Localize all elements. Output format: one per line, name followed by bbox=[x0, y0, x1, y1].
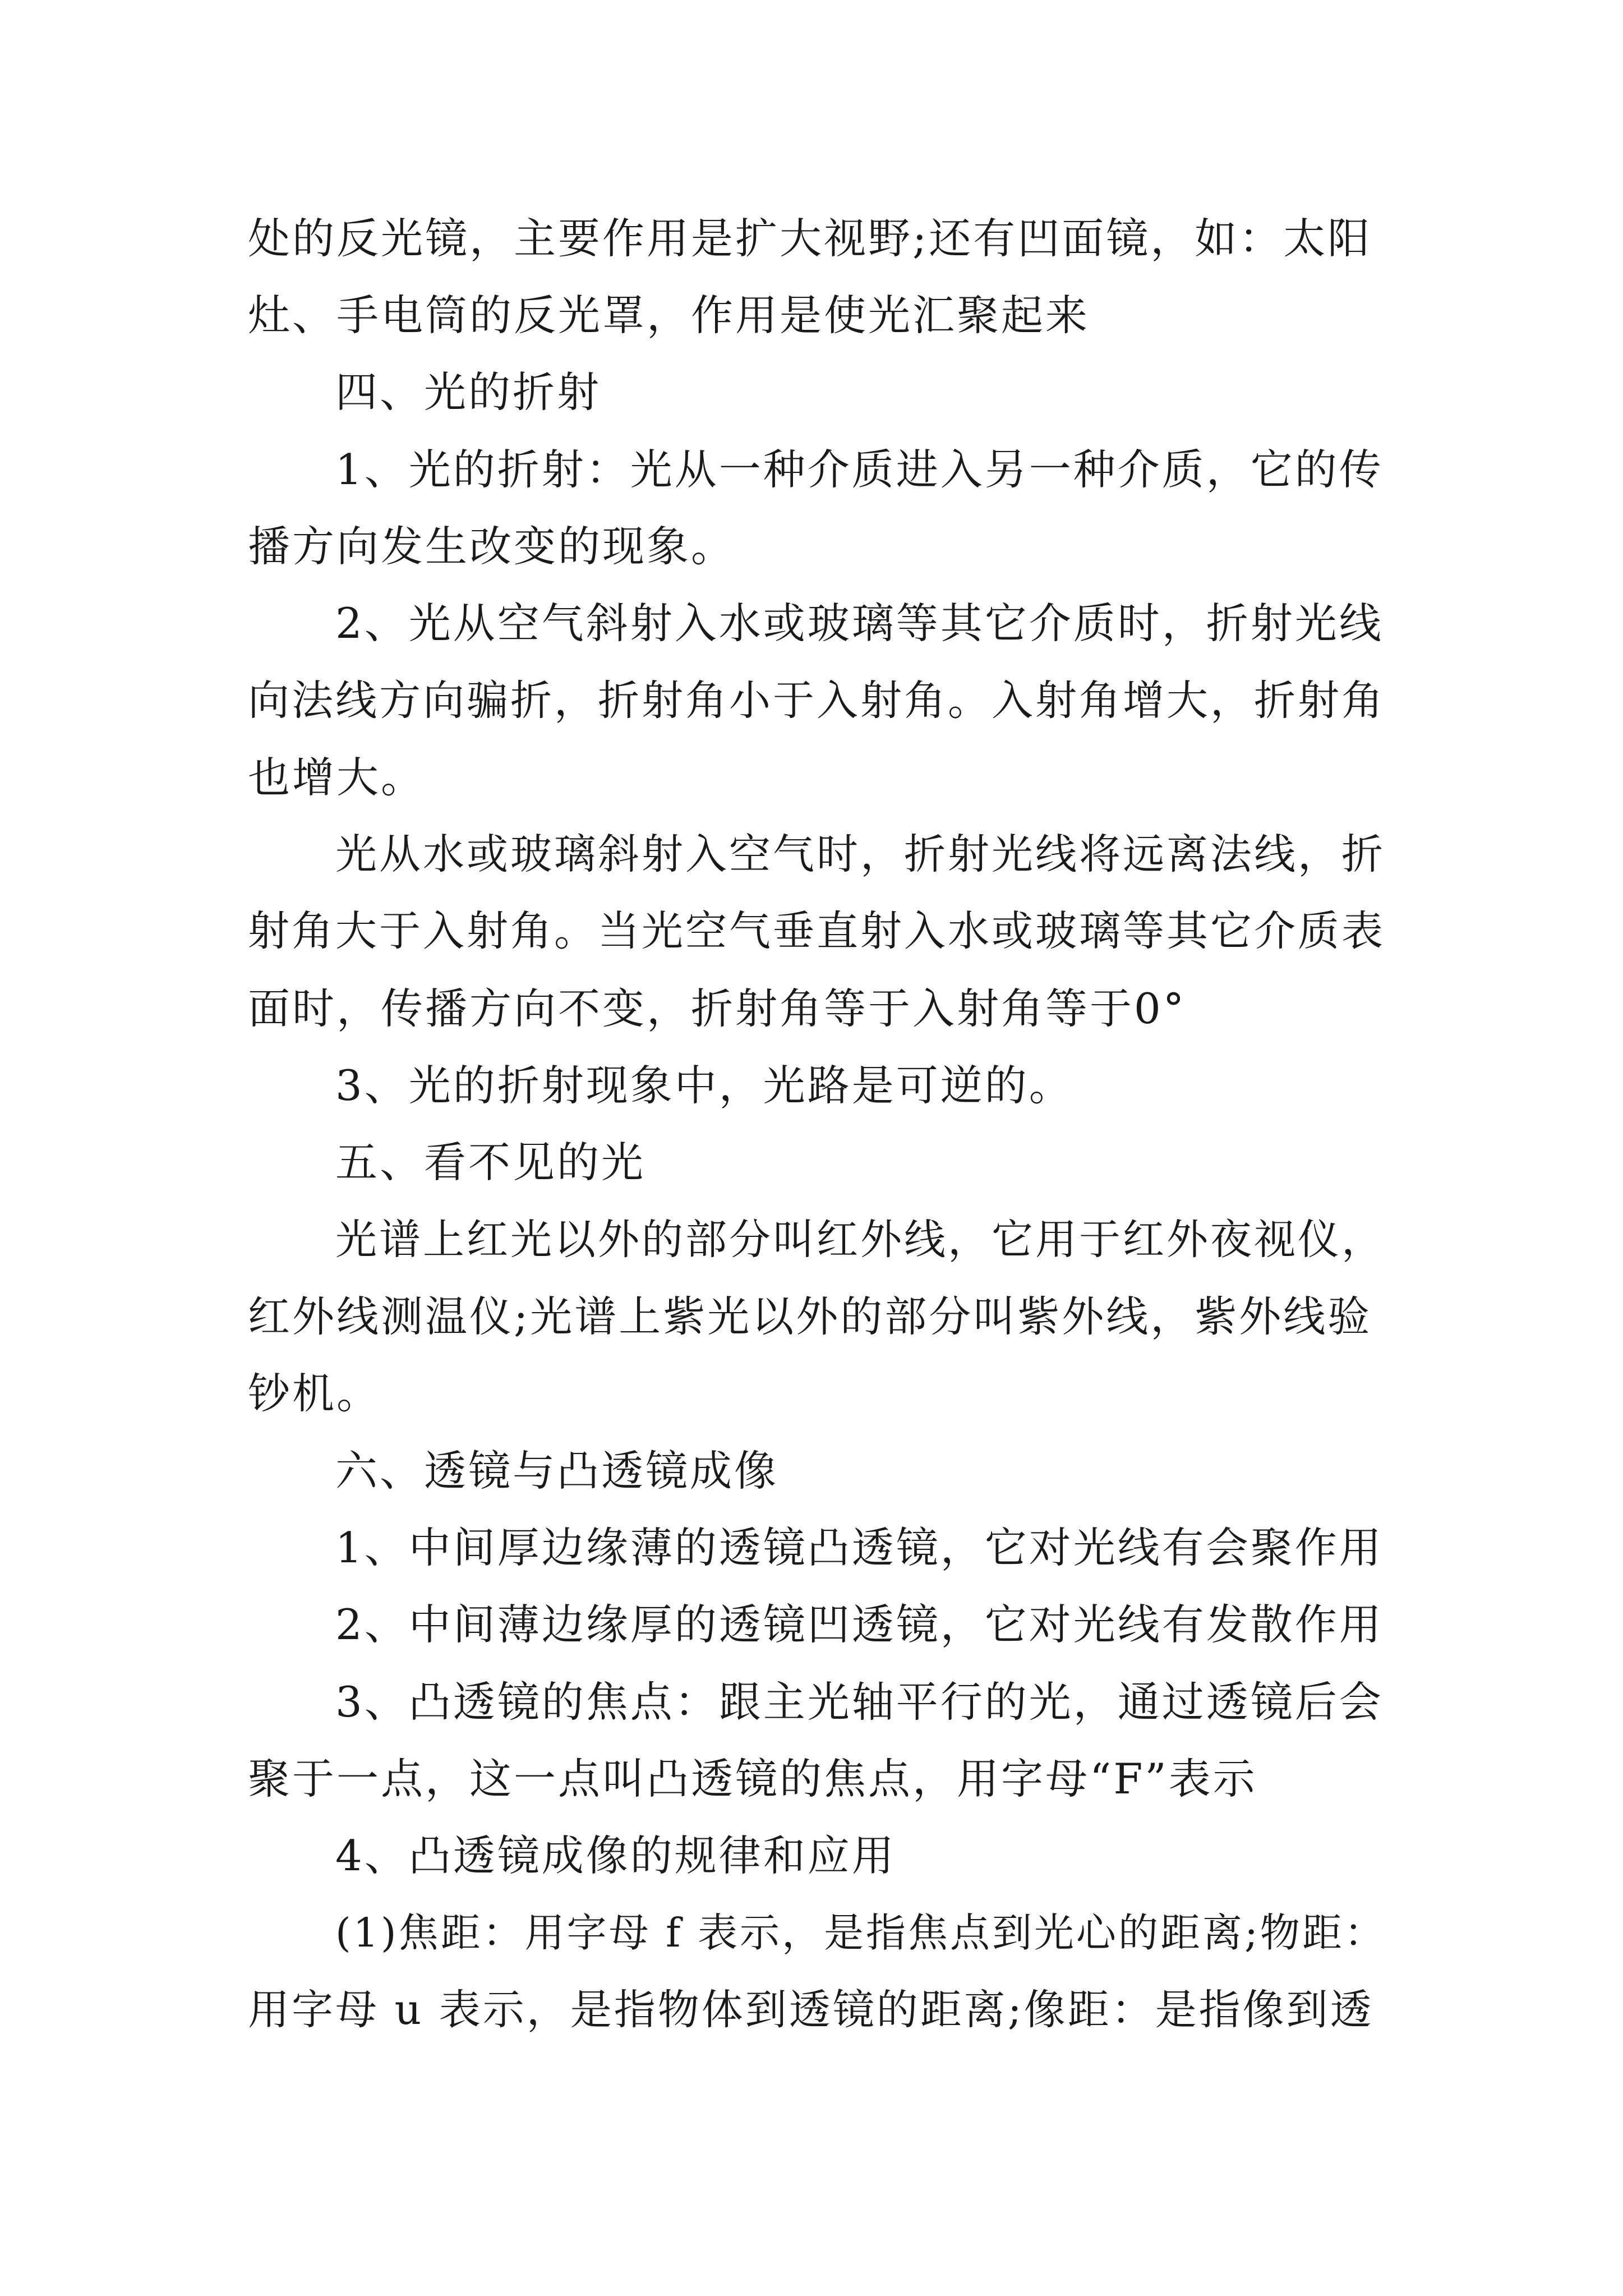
text-line: 1、中间厚边缘薄的透镜凸透镜，它对光线有会聚作用 bbox=[335, 1523, 1384, 1572]
section-heading: 五、看不见的光 bbox=[335, 1138, 646, 1187]
text-line: 3、光的折射现象中，光路是可逆的。 bbox=[335, 1061, 1073, 1110]
text-line: 2、中间薄边缘厚的透镜凹透镜，它对光线有发散作用 bbox=[335, 1600, 1384, 1649]
text-line: 3、凸透镜的焦点：跟主光轴平行的光，通过透镜后会 bbox=[335, 1677, 1384, 1727]
text-line: 向法线方向骗折，折射角小于入射角。入射角增大，折射角 bbox=[248, 677, 1385, 725]
text-line: 4、凸透镜成像的规律和应用 bbox=[335, 1831, 896, 1880]
text-line: 灶、手电筒的反光罩，作用是使光汇聚起来 bbox=[248, 291, 1090, 340]
text-line: 钞机。 bbox=[248, 1369, 381, 1418]
text-line: 光从水或玻璃斜射入空气时，折射光线将远离法线，折 bbox=[335, 830, 1385, 878]
section-heading: 四、光的折射 bbox=[335, 367, 602, 417]
text-line: 用字母 u 表示，是指物体到透镜的距离;像距：是指像到透 bbox=[248, 1986, 1374, 2034]
text-line: 1、光的折射：光从一种介质进入另一种介质，它的传 bbox=[335, 445, 1384, 494]
text-line: 播方向发生改变的现象。 bbox=[248, 522, 736, 571]
section-heading: 六、透镜与凸透镜成像 bbox=[335, 1446, 779, 1496]
text-line: 聚于一点，这一点叫凸透镜的焦点，用字母“F”表示 bbox=[248, 1754, 1257, 1803]
text-line: (1)焦距：用字母 f 表示，是指焦点到光心的距离;物距： bbox=[335, 1910, 1386, 1956]
text-line: 红外线测温仪;光谱上紫光以外的部分叫紫外线，紫外线验 bbox=[248, 1292, 1372, 1341]
text-line: 2、光从空气斜射入水或玻璃等其它介质时，折射光线 bbox=[335, 599, 1384, 648]
text-line: 也增大。 bbox=[248, 753, 426, 802]
text-line: 射角大于入射角。当光空气垂直射入水或玻璃等其它介质表 bbox=[248, 907, 1385, 955]
text-line: 光谱上红光以外的部分叫红外线，它用于红外夜视仪， bbox=[335, 1216, 1385, 1264]
text-line: 面时，传播方向不变，折射角等于入射角等于0° bbox=[248, 984, 1187, 1033]
text-line: 处的反光镜，主要作用是扩大视野;还有凹面镜，如：太阳 bbox=[248, 214, 1372, 263]
